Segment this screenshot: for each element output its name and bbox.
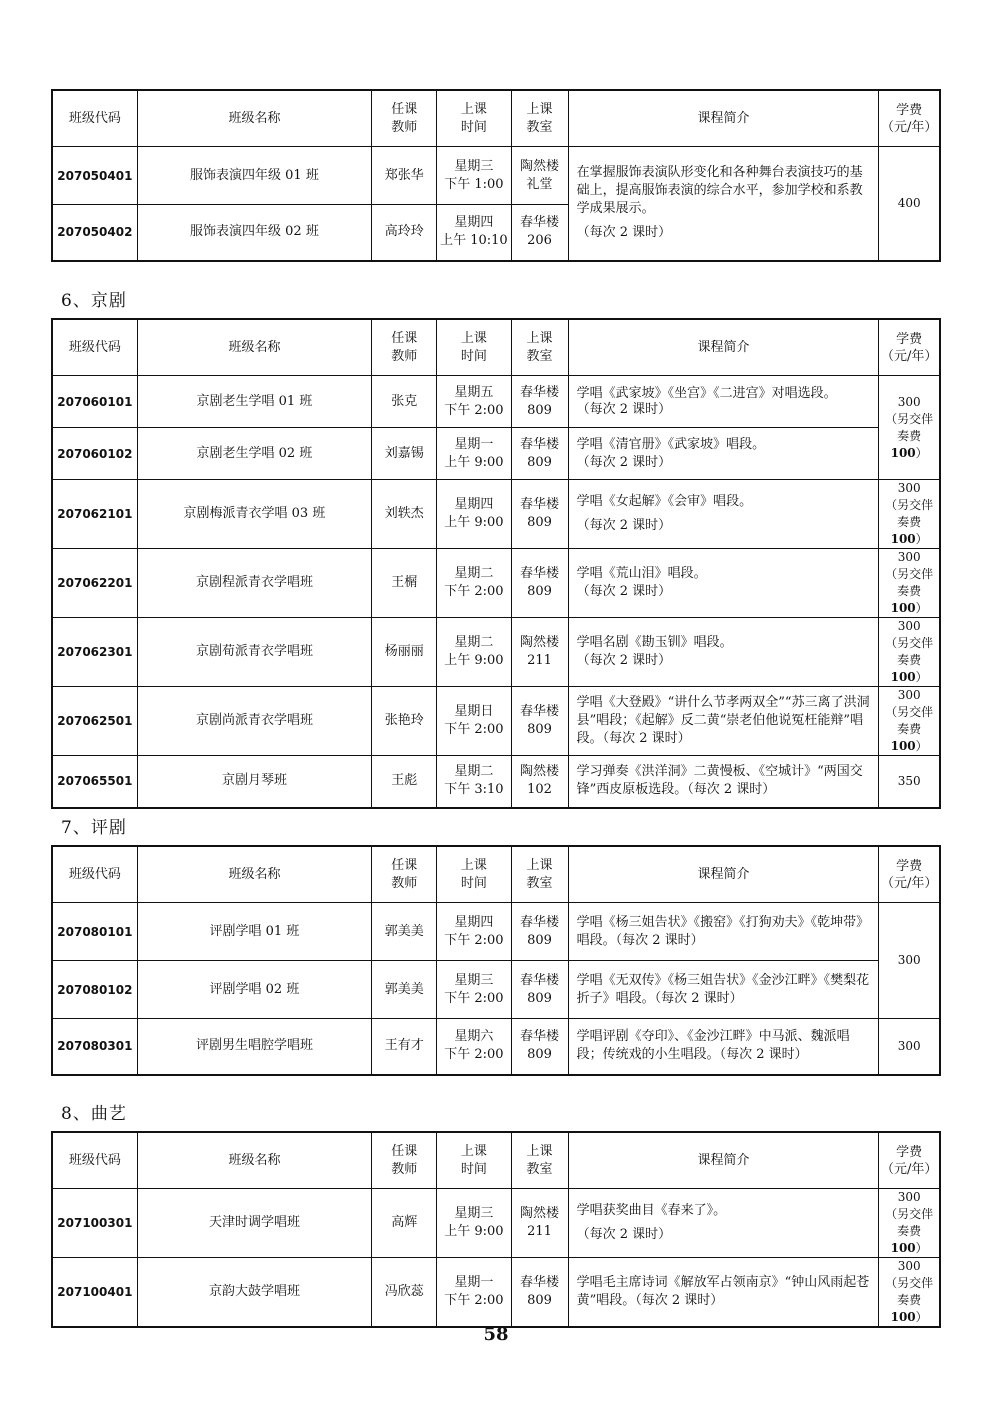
class-code: 207080101 <box>52 903 137 961</box>
header-code: 班级代码 <box>52 846 137 903</box>
class-code: 207100301 <box>52 1189 137 1258</box>
quyi-class-table <box>51 1131 941 1328</box>
tuition-fee: 300 （另交伴 奏费100） <box>879 376 940 480</box>
class-time: 星期四 上午 9:00 <box>437 480 511 549</box>
table-row <box>52 903 940 961</box>
table-row <box>52 480 940 549</box>
class-room: 春华楼 809 <box>511 903 568 961</box>
class-code: 207100401 <box>52 1258 137 1328</box>
teacher-name: 张艳玲 <box>372 687 437 756</box>
teacher-name: 张克 <box>372 376 437 428</box>
section-title-ping-opera: 7、评剧 <box>61 818 127 838</box>
table-row <box>52 376 940 428</box>
class-code: 207060102 <box>52 428 137 480</box>
class-room: 春华楼 206 <box>511 205 568 261</box>
ping-opera-class-table <box>51 845 941 1076</box>
class-name: 京剧尚派青衣学唱班 <box>137 687 372 756</box>
header-room: 上课 教室 <box>511 319 568 376</box>
course-description: 学唱《荒山泪》唱段。 （每次 2 课时） <box>568 549 879 618</box>
class-name: 评剧学唱 02 班 <box>137 961 372 1019</box>
class-time: 星期二 上午 9:00 <box>437 618 511 687</box>
class-name: 服饰表演四年级 02 班 <box>137 205 372 261</box>
class-time: 星期一 上午 9:00 <box>437 428 511 480</box>
class-time: 星期五 下午 2:00 <box>437 376 511 428</box>
teacher-name: 郭美美 <box>372 903 437 961</box>
class-room: 春华楼 809 <box>511 1019 568 1075</box>
header-name: 班级名称 <box>137 1132 372 1189</box>
class-time: 星期四 下午 2:00 <box>437 903 511 961</box>
tuition-fee: 300 （另交伴 奏费100） <box>879 1189 940 1258</box>
class-code: 207062501 <box>52 687 137 756</box>
teacher-name: 冯欣蕊 <box>372 1258 437 1328</box>
header-time: 上课 时间 <box>437 319 511 376</box>
header-teacher: 任课 教师 <box>372 90 437 147</box>
class-time: 星期四 上午 10:10 <box>437 205 511 261</box>
header-desc: 课程简介 <box>568 1132 879 1189</box>
header-desc: 课程简介 <box>568 846 879 903</box>
header-fee: 学费 （元/年） <box>879 319 940 376</box>
course-description: 在掌握服饰表演队形变化和各种舞台表演技巧的基础上，提高服饰表演的综合水平，参加学校和系教学成果展示。 （每次 2 课时） <box>568 147 879 261</box>
teacher-name: 高玲玲 <box>372 205 437 261</box>
table-row <box>52 618 940 687</box>
table-row <box>52 961 940 1019</box>
header-fee: 学费 （元/年） <box>879 846 940 903</box>
tuition-fee: 300 <box>879 1019 940 1075</box>
class-code: 207050401 <box>52 147 137 205</box>
class-code: 207062201 <box>52 549 137 618</box>
class-code: 207062101 <box>52 480 137 549</box>
class-room: 春华楼 809 <box>511 428 568 480</box>
page-number: 58 <box>483 1324 509 1345</box>
header-fee: 学费 （元/年） <box>879 1132 940 1189</box>
table-header-row <box>52 1132 940 1189</box>
header-time: 上课 时间 <box>437 1132 511 1189</box>
table-row <box>52 147 940 205</box>
course-description: 学唱《清官册》《武家坡》唱段。 （每次 2 课时） <box>568 428 879 480</box>
course-description: 学唱毛主席诗词《解放军占领南京》“钟山风雨起苍黄”唱段。（每次 2 课时） <box>568 1258 879 1328</box>
class-name: 京韵大鼓学唱班 <box>137 1258 372 1328</box>
header-fee: 学费 （元/年） <box>879 90 940 147</box>
class-time: 星期三 上午 9:00 <box>437 1189 511 1258</box>
class-time: 星期三 下午 2:00 <box>437 961 511 1019</box>
header-teacher: 任课 教师 <box>372 319 437 376</box>
class-name: 京剧荀派青衣学唱班 <box>137 618 372 687</box>
header-time: 上课 时间 <box>437 846 511 903</box>
course-description: 学唱《无双传》《杨三姐告状》《金沙江畔》《樊梨花折子》唱段。（每次 2 课时） <box>568 961 879 1019</box>
course-description: 学唱评剧《夺印》、《金沙江畔》中马派、魏派唱段；传统戏的小生唱段。（每次 2 课时） <box>568 1019 879 1075</box>
course-description: 学唱获奖曲目《春来了》。 （每次 2 课时） <box>568 1189 879 1258</box>
table-header-row <box>52 846 940 903</box>
class-code: 207062301 <box>52 618 137 687</box>
course-description: 学唱《杨三姐告状》《搬窑》《打狗劝夫》《乾坤带》唱段。（每次 2 课时） <box>568 903 879 961</box>
teacher-name: 郑张华 <box>372 147 437 205</box>
class-code: 207080102 <box>52 961 137 1019</box>
class-time: 星期三 下午 1:00 <box>437 147 511 205</box>
class-time: 星期日 下午 2:00 <box>437 687 511 756</box>
teacher-name: 刘嘉锡 <box>372 428 437 480</box>
tuition-fee: 300 （另交伴 奏费100） <box>879 618 940 687</box>
header-time: 上课 时间 <box>437 90 511 147</box>
header-room: 上课 教室 <box>511 1132 568 1189</box>
class-code: 207060101 <box>52 376 137 428</box>
class-name: 天津时调学唱班 <box>137 1189 372 1258</box>
course-description: 学唱《大登殿》“讲什么节孝两双全”“苏三离了洪洞县”唱段；《起解》反二黄“崇老伯他说冤枉能辩”唱段。（每次 2 课时） <box>568 687 879 756</box>
class-time: 星期二 下午 2:00 <box>437 549 511 618</box>
teacher-name: 王彪 <box>372 756 437 808</box>
class-code: 207050402 <box>52 205 137 261</box>
course-description: 学唱《女起解》《会审》唱段。 （每次 2 课时） <box>568 480 879 549</box>
table-row <box>52 1258 940 1328</box>
class-name: 京剧程派青衣学唱班 <box>137 549 372 618</box>
header-desc: 课程简介 <box>568 90 879 147</box>
class-name: 京剧梅派青衣学唱 03 班 <box>137 480 372 549</box>
header-teacher: 任课 教师 <box>372 1132 437 1189</box>
class-room: 陶然楼 礼堂 <box>511 147 568 205</box>
teacher-name: 王有才 <box>372 1019 437 1075</box>
course-description: 学唱名剧《勘玉钏》唱段。 （每次 2 课时） <box>568 618 879 687</box>
table-row <box>52 428 940 480</box>
table-row <box>52 549 940 618</box>
tuition-fee: 300 （另交伴 奏费100） <box>879 1258 940 1328</box>
peking-opera-class-table <box>51 318 941 809</box>
table-header-row <box>52 319 940 376</box>
class-room: 春华楼 809 <box>511 480 568 549</box>
class-room: 春华楼 809 <box>511 1258 568 1328</box>
header-name: 班级名称 <box>137 90 372 147</box>
section-title-peking-opera: 6、京剧 <box>61 291 127 311</box>
class-time: 星期六 下午 2:00 <box>437 1019 511 1075</box>
class-name: 京剧老生学唱 01 班 <box>137 376 372 428</box>
header-desc: 课程简介 <box>568 319 879 376</box>
table-row <box>52 1189 940 1258</box>
table-row <box>52 756 940 808</box>
table-row <box>52 687 940 756</box>
header-name: 班级名称 <box>137 846 372 903</box>
table-header-row <box>52 90 940 147</box>
header-code: 班级代码 <box>52 1132 137 1189</box>
tuition-fee: 350 <box>879 756 940 808</box>
header-code: 班级代码 <box>52 319 137 376</box>
teacher-name: 杨丽丽 <box>372 618 437 687</box>
teacher-name: 高辉 <box>372 1189 437 1258</box>
teacher-name: 王榍 <box>372 549 437 618</box>
header-room: 上课 教室 <box>511 846 568 903</box>
header-room: 上课 教室 <box>511 90 568 147</box>
header-name: 班级名称 <box>137 319 372 376</box>
class-code: 207080301 <box>52 1019 137 1075</box>
table-row <box>52 1019 940 1075</box>
tuition-fee: 300 （另交伴 奏费100） <box>879 549 940 618</box>
class-room: 春华楼 809 <box>511 687 568 756</box>
course-description: 学习弹奏《洪洋洞》二黄慢板、《空城计》“两国交锋”西皮原板选段。（每次 2 课时） <box>568 756 879 808</box>
class-code: 207065501 <box>52 756 137 808</box>
class-room: 春华楼 809 <box>511 376 568 428</box>
class-name: 服饰表演四年级 01 班 <box>137 147 372 205</box>
class-room: 春华楼 809 <box>511 549 568 618</box>
course-description: 学唱《武家坡》《坐宫》《二进宫》对唱选段。 （每次 2 课时） <box>568 376 879 428</box>
costume-class-table <box>51 89 941 262</box>
class-time: 星期二 下午 3:10 <box>437 756 511 808</box>
class-name: 京剧老生学唱 02 班 <box>137 428 372 480</box>
class-name: 评剧男生唱腔学唱班 <box>137 1019 372 1075</box>
teacher-name: 郭美美 <box>372 961 437 1019</box>
tuition-fee: 300 <box>879 903 940 1019</box>
class-room: 陶然楼 211 <box>511 1189 568 1258</box>
class-room: 陶然楼 211 <box>511 618 568 687</box>
header-code: 班级代码 <box>52 90 137 147</box>
class-name: 评剧学唱 01 班 <box>137 903 372 961</box>
tuition-fee: 400 <box>879 147 940 261</box>
section-title-quyi: 8、曲艺 <box>61 1104 127 1124</box>
teacher-name: 刘轶杰 <box>372 480 437 549</box>
class-room: 陶然楼 102 <box>511 756 568 808</box>
tuition-fee: 300 （另交伴 奏费100） <box>879 480 940 549</box>
class-name: 京剧月琴班 <box>137 756 372 808</box>
tuition-fee: 300 （另交伴 奏费100） <box>879 687 940 756</box>
class-room: 春华楼 809 <box>511 961 568 1019</box>
header-teacher: 任课 教师 <box>372 846 437 903</box>
class-time: 星期一 下午 2:00 <box>437 1258 511 1328</box>
